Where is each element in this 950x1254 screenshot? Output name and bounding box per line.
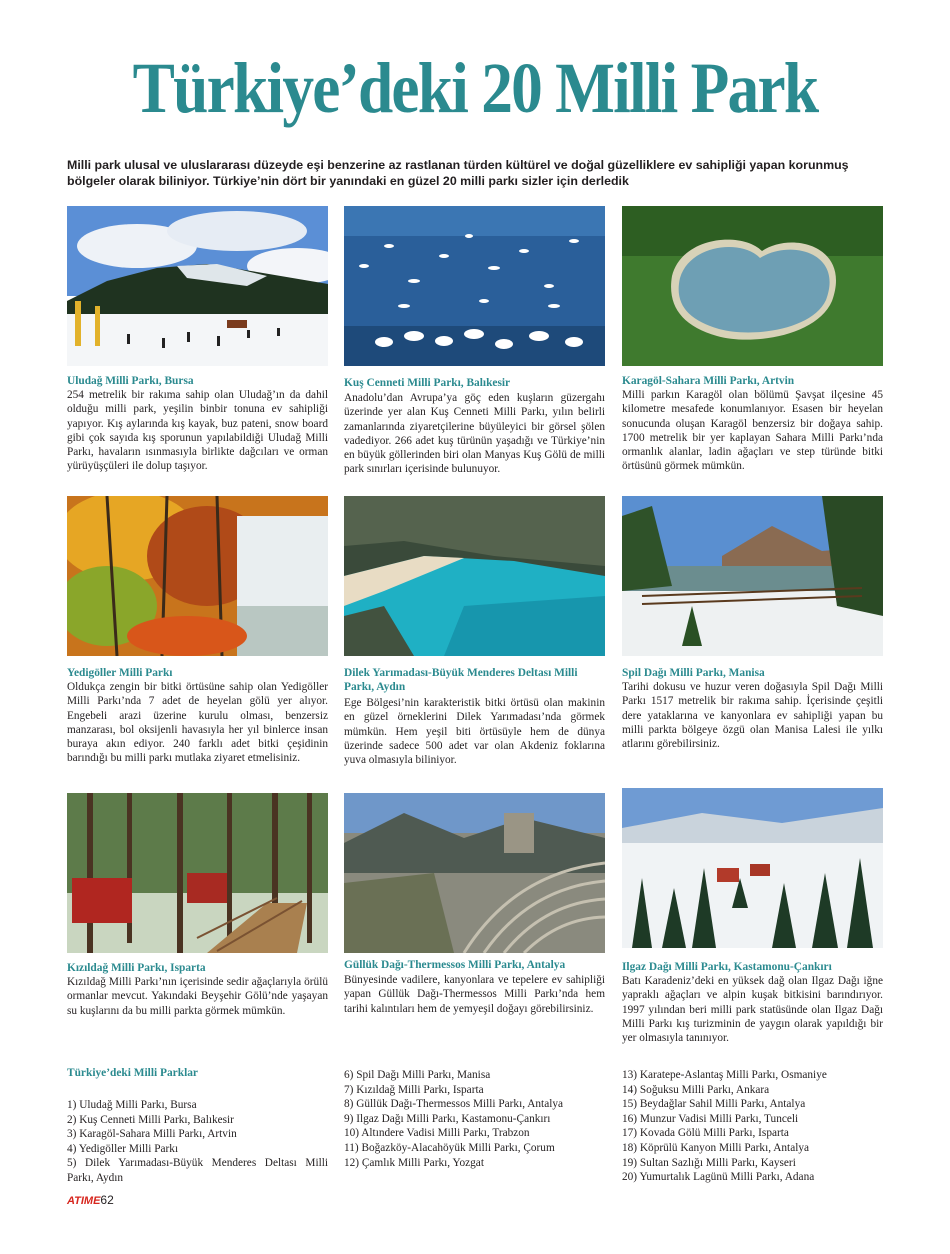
park-title-5: Dilek Yarımadası-Büyük Menderes Deltası Milli Parkı, Aydın <box>344 667 578 693</box>
list-item: 8) Güllük Dağı-Thermessos Milli Parkı, Antalya <box>344 1098 564 1111</box>
photo-thermessos <box>344 793 605 953</box>
park-title-4: Yedigöller Milli Parkı <box>67 667 173 679</box>
park-desc-7: Kızıldağ Milli Parkı’nın içerisinde sedir ağaçlarıyla örülü ormanlar mevcut. Yakındaki Beyşehir Gölü’nde yaşayan su kuşlarını da bu milli parkta görmek mümkün. <box>67 976 328 1017</box>
park-desc-4: Oldukça zengin bir bitki örtüsüne sahip olan Yedigöller Milli Parkı’nda 7 adet de heyelan gölü yer alıyor. Engebeli arazi üzerine kurulu olması, benzersiz manzarası, bol oksijenli havasıyla her yıl binlerce insan buraya akın ediyor. 240 farklı adet bitki çeşidinin barındığı bu milli parkı mutlaka ziyaret etmelisiniz. <box>67 681 328 765</box>
park-desc-2: Anadolu’dan Avrupa’ya göç eden kuşların güzergahı üzerinde yer alan Kuş Cenneti Milli Parkı, yılın belirli zamanlarında ziyaretçilerine büyüleyici bir görsel şölen vadediyor. 266 adet kuş türünün yaşadığı ve Türkiye’nin en büyük göllerinden biri olan Manyas Kuş Gölü de milli park sınırları içerisinde bulunuyor. <box>344 392 605 476</box>
park-title-1: Uludağ Milli Parkı, Bursa <box>67 375 194 387</box>
park-title-8: Güllük Dağı-Thermessos Milli Parkı, Antalya <box>344 959 566 971</box>
park-title-2: Kuş Cenneti Milli Parkı, Balıkesir <box>344 377 511 389</box>
page-number: 62 <box>100 1193 114 1207</box>
page-footer <box>67 1193 114 1207</box>
photo-spil <box>622 496 883 656</box>
photo-dilek <box>344 496 605 656</box>
park-list-col2 <box>344 1068 605 1170</box>
list-item: 13) Karatepe-Aslantaş Milli Parkı, Osmaniye <box>622 1069 827 1081</box>
park-desc-6: Tarihi dokusu ve huzur veren doğasıyla Spil Dağı Milli Parkı 1517 metrelik bir rakıma sahip. İçerisinde çeşitli dere yataklarına ve kanyonlara ev sahipliği yapan bu milli parkta bölgeye özgü olan Manisa Lalesi ile yılkı atlarını görebilirsiniz. <box>622 681 883 751</box>
park-title-7: Kızıldağ Milli Parkı, Isparta <box>67 962 206 974</box>
photo-karagol <box>622 206 883 366</box>
list-item: 17) Kovada Gölü Milli Parkı, Isparta <box>622 1127 789 1140</box>
park-list-col3 <box>622 1068 883 1185</box>
list-item: 10) Altındere Vadisi Milli Parkı, Trabzon <box>344 1127 530 1140</box>
photo-uludag <box>67 206 328 366</box>
list-item: 6) Spil Dağı Milli Parkı, Manisa <box>344 1069 491 1081</box>
list-item: 19) Sultan Sazlığı Milli Parkı, Kayseri <box>622 1156 796 1169</box>
park-desc-3: Milli parkın Karagöl olan bölümü Şavşat ilçesine 45 kilometre mesafede konumlanıyor. Esasen bir heyelan sonucunda oluşan Karagöl benzersiz bir doğaya sahip. 1700 metrelik bir yer kaplayan Sahara Milli Parkı’nda ormanlık alanlar, ladin ağaçları ve step türünde bitki örtüsünü görmek mümkün. <box>622 389 883 473</box>
list-item: 12) Çamlık Milli Parkı, Yozgat <box>344 1156 484 1169</box>
list-item: 11) Boğazköy-Alacahöyük Milli Parkı, Çorum <box>344 1141 555 1154</box>
magazine-logo: ATIME <box>67 1195 101 1207</box>
photo-yedigoller <box>67 496 328 656</box>
park-desc-8: Bünyesinde vadilere, kanyonlara ve tepelere ev sahipliği yapan Güllük Dağı-Thermessos Milli Parkı’nda hem tarihi kalıntıları hem de yemyeşil doğayı görebilirsiniz. <box>344 974 605 1015</box>
park-desc-9: Batı Karadeniz’deki en yüksek dağ olan Ilgaz Dağı iğne yapraklı ağaçları ve alpin kuşak bitkisini barındırıyor. 1997 yılından beri milli park statüsünde olan Ilgaz Dağı Milli Parkı kış turizminin de yaygın olarak yapıldığı bir yer olmasıyla tanınıyor. <box>622 975 883 1045</box>
park-title-3: Karagöl-Sahara Milli Parkı, Artvin <box>622 375 795 387</box>
list-item: 1) Uludağ Milli Parkı, Bursa <box>67 1099 197 1111</box>
park-title-9: Ilgaz Dağı Milli Parkı, Kastamonu-Çankırı <box>622 961 832 973</box>
list-item: 18) Köprülü Kanyon Milli Parkı, Antalya <box>622 1141 810 1154</box>
list-item: 3) Karagöl-Sahara Milli Parkı, Artvin <box>67 1128 237 1141</box>
list-item: 20) Yumurtalık Lagünü Milli Parkı, Adana <box>622 1171 815 1184</box>
list-item: 2) Kuş Cenneti Milli Parkı, Balıkesir <box>67 1113 234 1126</box>
photo-kus-cenneti <box>344 206 605 366</box>
park-title-6: Spil Dağı Milli Parkı, Manisa <box>622 667 765 679</box>
list-item: 4) Yedigöller Milli Parkı <box>67 1142 179 1155</box>
list-item: 5) Dilek Yarımadası-Büyük Menderes Deltası Milli Parkı, Aydın <box>67 1157 328 1184</box>
list-item: 15) Beydağlar Sahil Milli Parkı, Antalya <box>622 1098 806 1111</box>
list-item: 14) Soğuksu Milli Parkı, Ankara <box>622 1083 770 1096</box>
list-item: 9) Ilgaz Dağı Milli Parkı, Kastamonu-Çankırı <box>344 1112 551 1125</box>
intro-text: Milli park ulusal ve uluslararası düzeyde eşi benzerine az rastlanan türden kültürel ve doğal güzelliklere ev sahipliği yapan korunmuş bölgeler olarak biliniyor. Türkiye’nin dört bir yanındaki en güzel 20 milli parkı sizler için derledik <box>67 158 849 188</box>
list-item: 7) Kızıldağ Milli Parkı, Isparta <box>344 1083 484 1096</box>
park-list-col1 <box>67 1098 328 1186</box>
park-desc-1: 254 metrelik bir rakıma sahip olan Uludağ’ın da dahil olduğu milli park, yeşilin binbir tonuna ev sahipliği yapıyor. Kış aylarında kış kayak, buz pateni, snow board gibi çok sayıda kış sporunun yapılabildiği Uludağ Milli Parkı, havaların ısınmasıyla birlikte dağcıları ve orman yürüyüşçüleri ile dolup taşıyor. <box>67 389 328 473</box>
photo-kizildag <box>67 793 328 953</box>
park-desc-5: Ege Bölgesi’nin karakteristik bitki örtüsü olan makinin en güzel örneklerini Dilek Yarımadası’nda görmek mümkün. Hem yeşil biti örtüsüyle hem de dünya üzerinde sadece 500 adet var olan Akdeniz foklarına yuva olmasıyla biliniyor. <box>344 697 605 767</box>
page-title: Türkiye’deki 20 Milli Park <box>132 48 818 128</box>
list-title: Türkiye’deki Milli Parklar <box>67 1067 198 1079</box>
photo-ilgaz <box>622 788 883 948</box>
list-item: 16) Munzur Vadisi Milli Parkı, Tunceli <box>622 1112 799 1125</box>
